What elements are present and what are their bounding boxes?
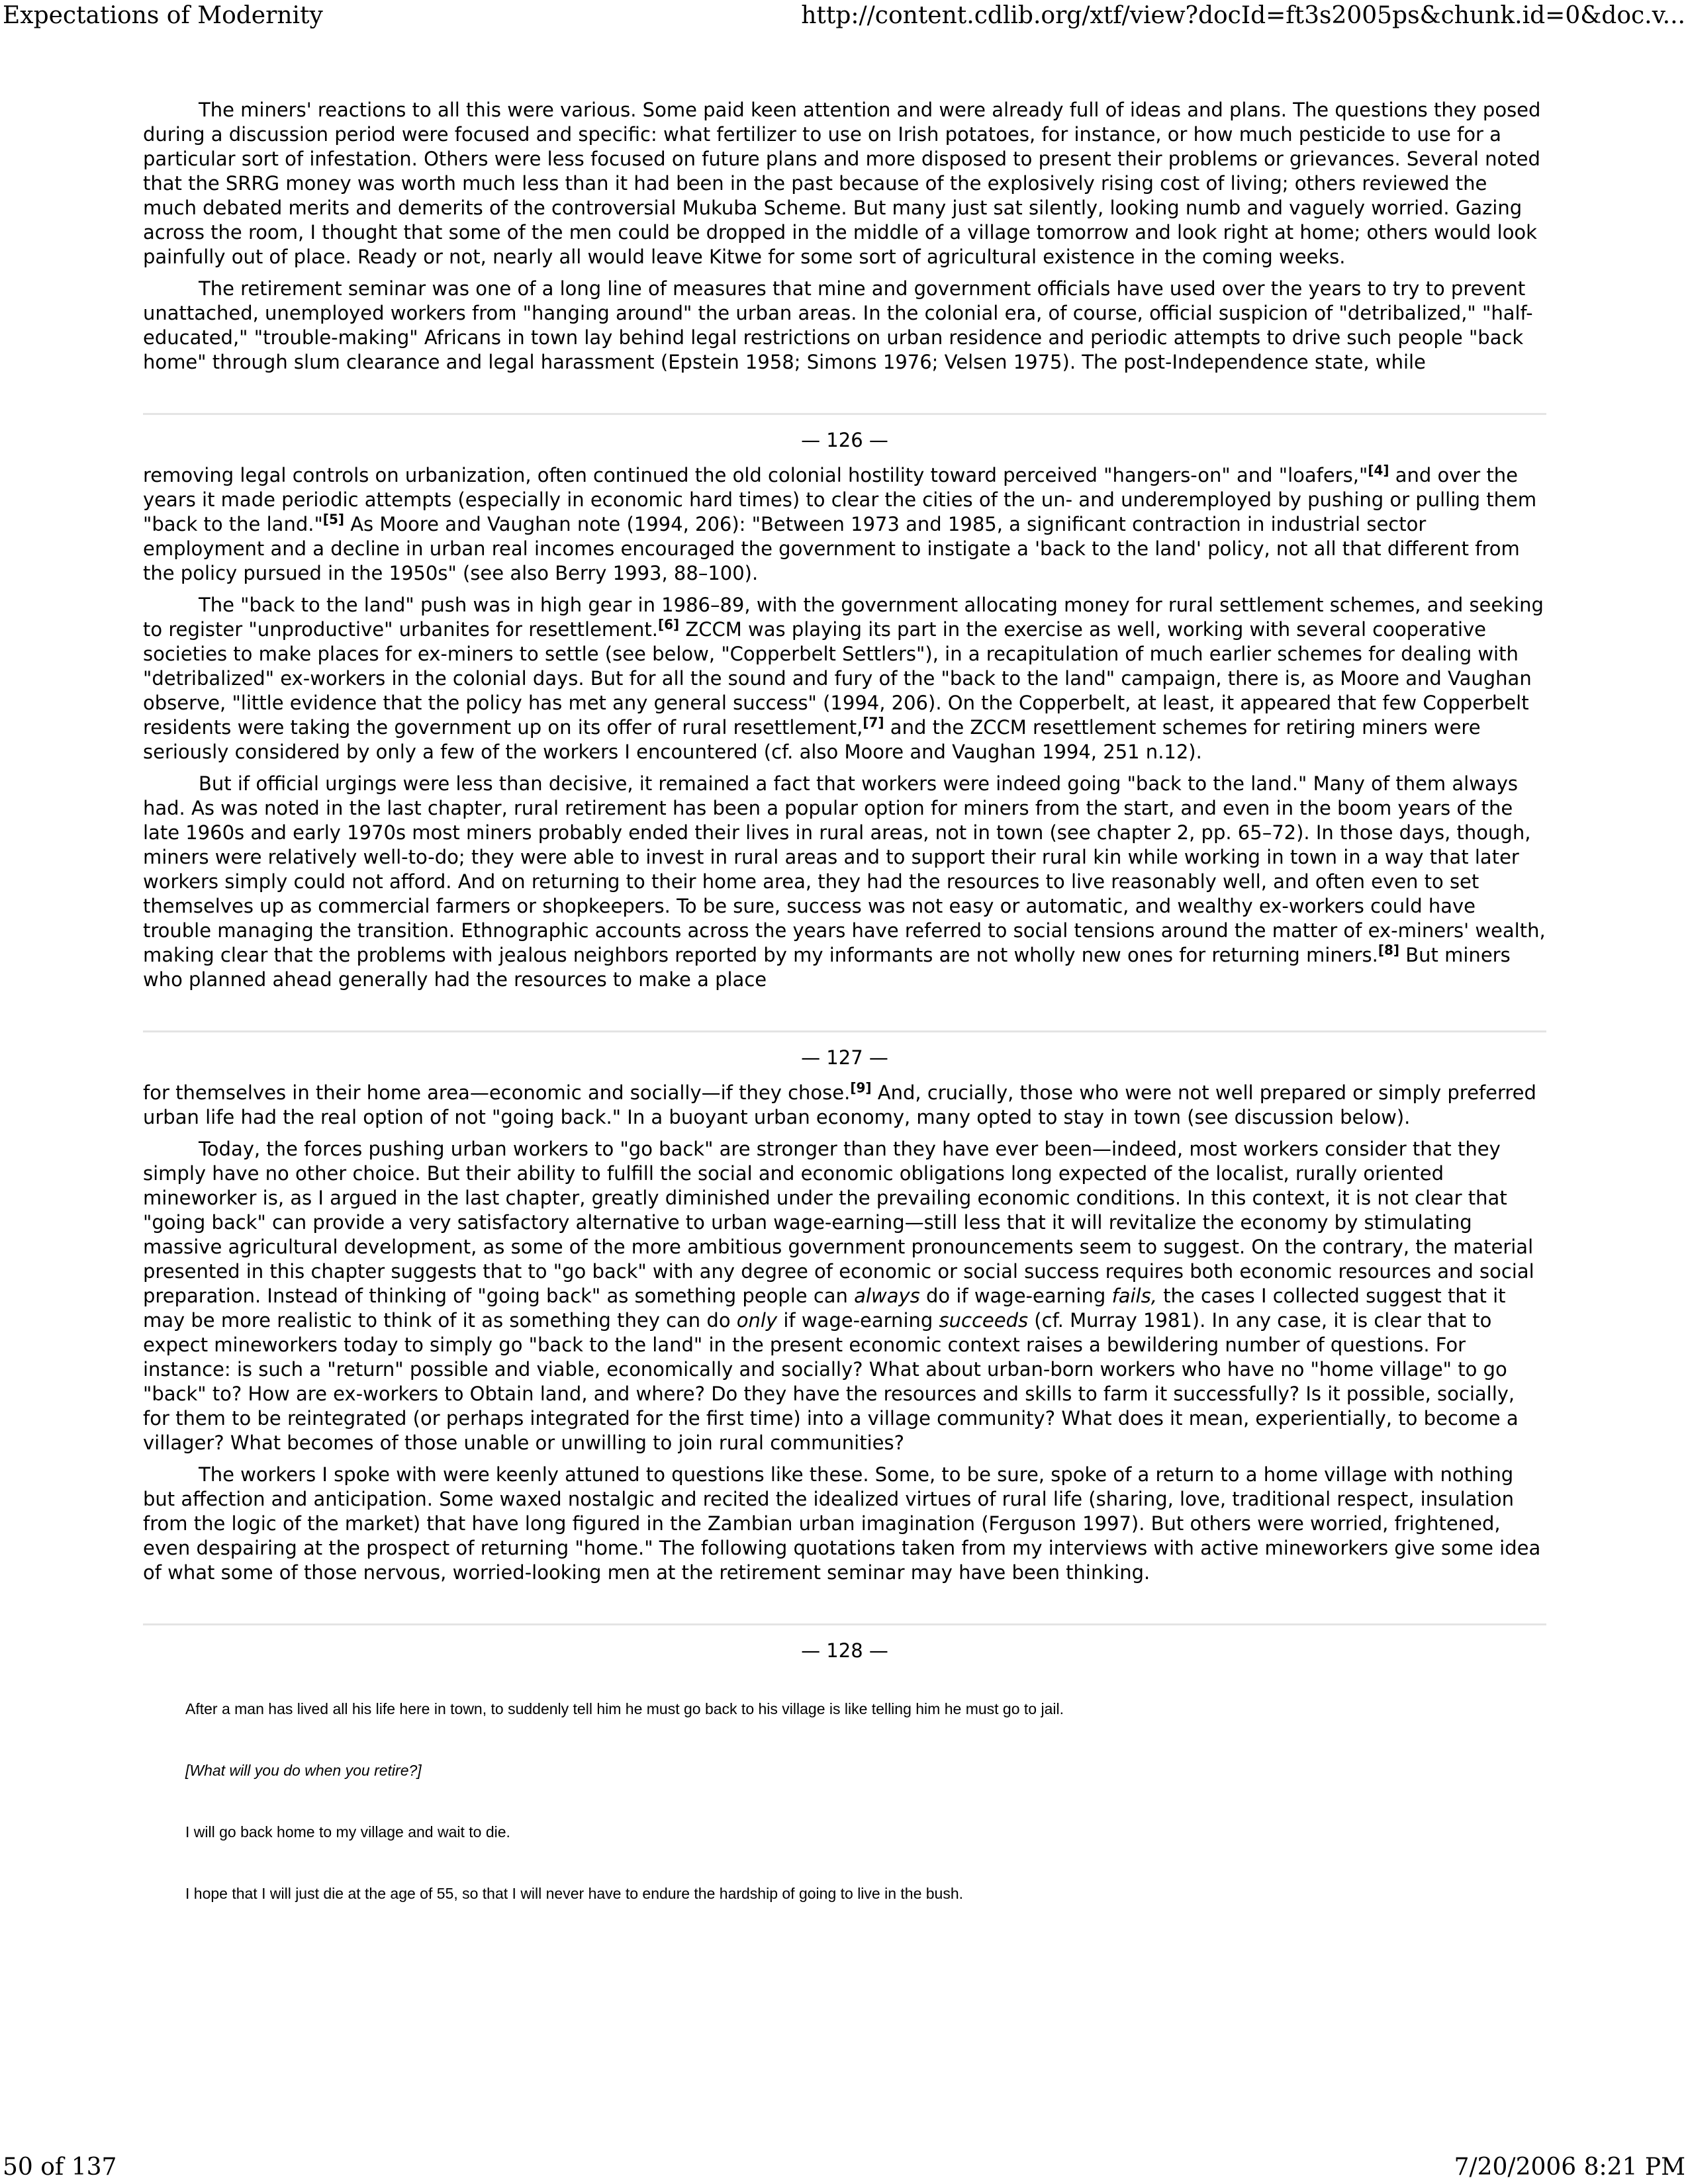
footnote-link[interactable]: [4] xyxy=(1368,462,1389,478)
footnote-link[interactable]: [6] xyxy=(657,616,680,633)
footnote-link[interactable]: [5] xyxy=(322,511,344,527)
quote: After a man has lived all his life here in town, to suddenly tell him he must go back to his village is like telling him he must go to jail. xyxy=(185,1700,1064,1717)
page-url: http://content.cdlib.org/xtf/view?docId=ft3s2005ps&chunk.id=0&doc.v... xyxy=(801,2,1685,29)
text-run: The "back to the land" push was in high gear in 1986–89, with the government allocating money for rural settlement schemes, and seeking to register "unproductive" urbanites for resettlement. xyxy=(143,594,1544,641)
text-run: the cases I collected suggest that it may be more realistic to think of it as something they can do xyxy=(143,1285,1506,1332)
quote: I will go back home to my village and wait to die. xyxy=(185,1823,510,1841)
text-run: (cf. Murray 1981). In any case, it is clear that to expect mineworkers today to simply go "back to the land" in the present economic context raises a bewildering number of questions. For instance: is such a "return" possible and viable, economically and socially? What about urban-born workers who have no "home village" to go "back" to? How are ex-workers to Obtain land, and where? Do they have the resources and skills to farm it successfully? Is it possible, socially, for them to be reintegrated (or perhaps integrated for the first time) into a village community? What does it mean, experientially, to become a villager? What becomes of those unable or unwilling to join rural communities? xyxy=(143,1309,1519,1454)
page-divider xyxy=(143,1030,1546,1032)
text-run: But if official urgings were less than decisive, it remained a fact that workers were indeed going "back to the land." Many of them always had. As was noted in the last chapter, rural retirement has been a popular option for miners from the start, and even in the boom years of the late 1960s and early 1970s most miners probably ended their lives in rural areas, not in town (see chapter 2, pp. 65–72). In those days, though, miners were relatively well-to-do; they were able to invest in rural areas and to support their rural kin while working in town in a way that later workers simply could not afford. And on returning to their home area, they had the resources to live reasonably well, and often even to set themselves up as commercial farmers or shopkeepers. To be sure, success was not easy or automatic, and wealthy ex-workers could have trouble managing the transition. Ethnographic accounts across the years have referred to social tensions around the matter of ex-miners' wealth, making clear that the problems with jealous neighbors reported by my informants are not wholly new ones for returning miners. xyxy=(143,772,1546,966)
page-count: 50 of 137 xyxy=(3,2154,117,2181)
interview-quotes xyxy=(143,1699,1546,1903)
paragraph xyxy=(143,1137,1546,1455)
interviewer-question: [What will you do when you retire?] xyxy=(185,1762,422,1779)
text-run: But miners who planned ahead generally had the resources to make a place xyxy=(143,944,1511,991)
text-run: for themselves in their home area—economic and socially—if they chose. xyxy=(143,1081,851,1104)
text-run: if wage-earning xyxy=(777,1309,939,1332)
text-run: As Moore and Vaughan note (1994, 206): "Between 1973 and 1985, a significant contraction in industrial sector employment and a decline in urban real incomes encouraged the government to instigate a 'back to the land' policy, not all that different from the policy pursued in the 1950s" (see also Berry 1993, 88–100). xyxy=(143,513,1520,584)
text-run: and the ZCCM resettlement schemes for retiring miners were seriously considered by only a few of the workers I encountered (cf. also Moore and Vaughan 1994, 251 n.12). xyxy=(143,716,1481,763)
text-run: removing legal controls on urbanization, often continued the old colonial hostility toward perceived "hangers-on" and "loafers," xyxy=(143,464,1368,486)
print-timestamp: 7/20/2006 8:21 PM xyxy=(1454,2154,1685,2181)
paragraph xyxy=(143,593,1546,764)
emphasis: only xyxy=(736,1309,778,1332)
book-content xyxy=(143,98,1546,1945)
page-number-marker: — 128 — xyxy=(801,1639,888,1662)
paragraph: The miners' reactions to all this were various. Some paid keen attention and were already full of ideas and plans. The questions they posed during a discussion period were focused and specific: what fertilizer to use on Irish potatoes, for instance, or how much pesticide to use for a particular sort of infestation. Others were less focused on future plans and more disposed to present their problems or grievances. Several noted that the SRRG money was worth much less than it had been in the past because of the explosively rising cost of living; others reviewed the much debated merits and demerits of the controversial Mukuba Scheme. But many just sat silently, looking numb and vaguely worried. Gazing across the room, I thought that some of the men could be dropped in the middle of a village tomorrow and look right at home; others would look painfully out of place. Ready or not, nearly all would leave Kitwe for some sort of agricultural existence in the coming weeks. xyxy=(143,99,1541,268)
emphasis: always xyxy=(854,1285,920,1307)
page-divider xyxy=(143,413,1546,415)
text-run: and over the years it made periodic attempts (especially in economic hard times) to clear the cities of the un- and underemployed by pushing or pulling them "back to the land." xyxy=(143,464,1537,535)
quote: I hope that I will just die at the age of 55, so that I will never have to endure the hardship of going to live in the bush. xyxy=(185,1885,964,1902)
browser-print-header xyxy=(0,0,1688,32)
paragraph xyxy=(143,1081,1546,1130)
footnote-link[interactable]: [7] xyxy=(863,714,884,731)
paragraph xyxy=(143,463,1546,586)
emphasis: fails, xyxy=(1111,1285,1157,1307)
page-number-marker: — 127 — xyxy=(801,1046,888,1069)
emphasis: succeeds xyxy=(939,1309,1029,1332)
text-run: Today, the forces pushing urban workers to "go back" are stronger than they have ever been—indeed, most workers consider that they simply have no other choice. But their ability to fulfill the social and economic obligations long expected of the localist, rurally oriented mineworker is, as I argued in the last chapter, greatly diminished under the prevailing economic conditions. In this context, it is not clear that "going back" can provide a very satisfactory alternative to urban wage-earning—still less that it will revitalize the economy by stimulating massive agricultural development, as some of the more ambitious government pronouncements seem to suggest. On the contrary, the material presented in this chapter suggests that to "go back" with any degree of economic or social success requires both economic resources and social preparation. Instead of thinking of "going back" as something people can xyxy=(143,1138,1534,1307)
text-run: do if wage-earning xyxy=(919,1285,1112,1307)
browser-print-footer xyxy=(0,2151,1688,2184)
text-run: And, crucially, those who were not well prepared or simply preferred urban life had the real option of not "going back." In a buoyant urban economy, many opted to stay in town (see discussion below). xyxy=(143,1081,1536,1128)
footnote-link[interactable]: [8] xyxy=(1378,942,1400,958)
page-number-marker: — 126 — xyxy=(801,429,888,451)
document-title: Expectations of Modernity xyxy=(3,2,323,29)
page-divider xyxy=(143,1623,1546,1625)
footnote-link[interactable]: [9] xyxy=(850,1079,872,1096)
text-run: ZCCM was playing its part in the exercise as well, working with several cooperative societies to make places for ex-miners to settle (see below, "Copperbelt Settlers"), in a recapitulation of much earlier schemes for dealing with "detribalized" ex-workers in the colonial days. But for all the sound and fury of the "back to the land" campaign, there is, as Moore and Vaughan observe, "little evidence that the policy has met any general success" (1994, 206). On the Copperbelt, at least, it appeared that few Copperbelt residents were taking the government up on its offer of rural resettlement, xyxy=(143,618,1532,739)
paragraph xyxy=(143,772,1546,992)
paragraph: The retirement seminar was one of a long line of measures that mine and government officials have used over the years to try to prevent unattached, unemployed workers from "hanging around" the urban areas. In the colonial era, of course, official suspicion of "detribalized," "half-educated," "trouble-making" Africans in town lay behind legal restrictions on urban residence and periodic attempts to drive such people "back home" through slum clearance and legal harassment (Epstein 1958; Simons 1976; Velsen 1975). The post-Independence state, while xyxy=(143,277,1533,373)
paragraph: The workers I spoke with were keenly attuned to questions like these. Some, to be sure, spoke of a return to a home village with nothing but affection and anticipation. Some waxed nostalgic and recited the idealized virtues of rural life (sharing, love, traditional respect, insulation from the logic of the market) that have long figured in the Zambian urban imagination (Ferguson 1997). But others were worried, frightened, even despairing at the prospect of returning "home." The following quotations taken from my interviews with active mineworkers give some idea of what some of those nervous, worried-looking men at the retirement seminar may have been thinking. xyxy=(143,1463,1541,1584)
